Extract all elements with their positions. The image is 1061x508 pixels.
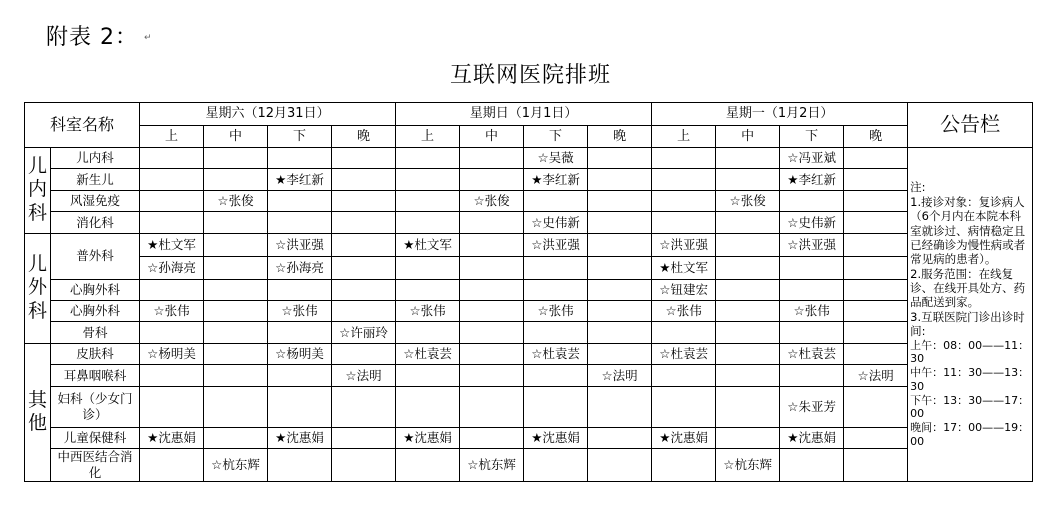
- department-group: 儿 外 科: [25, 233, 51, 343]
- schedule-cell: [524, 365, 588, 386]
- schedule-cell: [332, 212, 396, 233]
- schedule-cell: [460, 343, 524, 364]
- notice-time: 下午：13：30——17：00: [910, 393, 1030, 421]
- notice-item: 注:: [910, 180, 926, 195]
- department-name: 儿内科: [51, 147, 140, 168]
- schedule-cell: ★李红新: [524, 169, 588, 190]
- schedule-cell: ★杜文军: [140, 233, 204, 256]
- slot-header: 下: [268, 126, 332, 147]
- schedule-cell: ★沈惠娟: [652, 427, 716, 448]
- department-name: 心胸外科: [51, 301, 140, 322]
- schedule-cell: [588, 343, 652, 364]
- schedule-cell: [268, 147, 332, 168]
- schedule-cell: [396, 190, 460, 211]
- schedule-cell: [652, 386, 716, 427]
- schedule-cell: [204, 233, 268, 256]
- department-name: 中西医结合消化: [51, 449, 140, 482]
- schedule-cell: [716, 343, 780, 364]
- department-group: 儿 内 科: [25, 147, 51, 233]
- bulletin-board: [908, 147, 1033, 481]
- department-group: 其 他: [25, 343, 51, 481]
- schedule-cell: [716, 301, 780, 322]
- schedule-cell: [524, 190, 588, 211]
- schedule-cell: ☆朱亚芳: [780, 386, 844, 427]
- schedule-cell: ☆孙海亮: [140, 257, 204, 279]
- schedule-cell: [396, 257, 460, 279]
- schedule-cell: ☆杜袁芸: [524, 343, 588, 364]
- schedule-cell: [844, 427, 908, 448]
- day-header: 星期一（1月2日）: [652, 103, 908, 126]
- schedule-cell: [204, 279, 268, 300]
- slot-header: 中: [716, 126, 780, 147]
- schedule-cell: [204, 212, 268, 233]
- schedule-cell: [140, 386, 204, 427]
- schedule-cell: ★李红新: [268, 169, 332, 190]
- table-row: [25, 301, 1033, 322]
- bulletin-header: 公告栏: [908, 103, 1033, 148]
- slot-header: 晚: [588, 126, 652, 147]
- table-row: [25, 322, 1033, 343]
- schedule-cell: ☆杜袁芸: [652, 343, 716, 364]
- notice-time: 上午：08：00——11：30: [910, 338, 1030, 366]
- schedule-cell: ☆张伟: [524, 301, 588, 322]
- slot-header: 晚: [332, 126, 396, 147]
- schedule-cell: [268, 449, 332, 482]
- schedule-cell: [396, 147, 460, 168]
- schedule-cell: [332, 427, 396, 448]
- schedule-cell: [588, 233, 652, 256]
- schedule-cell: [844, 343, 908, 364]
- schedule-cell: [524, 386, 588, 427]
- schedule-cell: [332, 257, 396, 279]
- schedule-cell: [844, 257, 908, 279]
- schedule-cell: [588, 322, 652, 343]
- paragraph-mark-icon: ↵: [144, 33, 153, 43]
- schedule-cell: ☆钮建宏: [652, 279, 716, 300]
- schedule-cell: [268, 365, 332, 386]
- schedule-cell: [652, 147, 716, 168]
- schedule-cell: [588, 190, 652, 211]
- schedule-cell: [716, 386, 780, 427]
- schedule-cell: [588, 449, 652, 482]
- schedule-cell: ☆冯亚斌: [780, 147, 844, 168]
- schedule-cell: [780, 257, 844, 279]
- department-name: 骨科: [51, 322, 140, 343]
- schedule-cell: ☆许丽玲: [332, 322, 396, 343]
- schedule-cell: [716, 365, 780, 386]
- schedule-cell: [204, 343, 268, 364]
- schedule-cell: ☆洪亚强: [652, 233, 716, 256]
- slot-header: 中: [204, 126, 268, 147]
- department-name: 风湿免疫: [51, 190, 140, 211]
- schedule-cell: [140, 322, 204, 343]
- schedule-cell: ☆张伟: [780, 301, 844, 322]
- schedule-cell: [716, 322, 780, 343]
- schedule-cell: [332, 386, 396, 427]
- schedule-cell: [716, 279, 780, 300]
- header-row-days: [25, 103, 1033, 126]
- schedule-cell: [204, 147, 268, 168]
- schedule-cell: [396, 365, 460, 386]
- schedule-cell: [652, 212, 716, 233]
- schedule-cell: [716, 233, 780, 256]
- schedule-cell: [652, 190, 716, 211]
- schedule-cell: [332, 449, 396, 482]
- schedule-cell: [460, 169, 524, 190]
- schedule-cell: [844, 169, 908, 190]
- schedule-cell: [332, 279, 396, 300]
- schedule-cell: [396, 386, 460, 427]
- schedule-cell: [524, 322, 588, 343]
- schedule-cell: ☆法明: [844, 365, 908, 386]
- schedule-cell: [396, 449, 460, 482]
- schedule-cell: [844, 212, 908, 233]
- schedule-cell: [332, 233, 396, 256]
- schedule-cell: [204, 301, 268, 322]
- schedule-cell: [588, 301, 652, 322]
- table-row: [25, 233, 1033, 256]
- schedule-cell: [332, 301, 396, 322]
- schedule-cell: ☆杜袁芸: [780, 343, 844, 364]
- schedule-cell: ☆张伟: [652, 301, 716, 322]
- schedule-title: 互联网医院排班: [449, 63, 611, 88]
- schedule-cell: [140, 147, 204, 168]
- schedule-cell: ☆史伟新: [524, 212, 588, 233]
- schedule-cell: [524, 279, 588, 300]
- schedule-cell: [204, 169, 268, 190]
- schedule-cell: [716, 147, 780, 168]
- schedule-cell: [204, 322, 268, 343]
- schedule-cell: ★沈惠娟: [268, 427, 332, 448]
- schedule-cell: [588, 212, 652, 233]
- department-name: 儿童保健科: [51, 427, 140, 448]
- department-name: 皮肤科: [51, 343, 140, 364]
- schedule-cell: [204, 386, 268, 427]
- schedule-cell: [268, 279, 332, 300]
- schedule-cell: ☆杨明美: [140, 343, 204, 364]
- schedule-cell: ☆法明: [332, 365, 396, 386]
- schedule-cell: [140, 169, 204, 190]
- schedule-cell: ☆杨明美: [268, 343, 332, 364]
- schedule-cell: [140, 212, 204, 233]
- table-row: [25, 365, 1033, 386]
- schedule-cell: ☆吴薇: [524, 147, 588, 168]
- schedule-cell: [652, 169, 716, 190]
- table-row: [25, 343, 1033, 364]
- schedule-cell: [396, 169, 460, 190]
- slot-header: 上: [140, 126, 204, 147]
- schedule-cell: [588, 279, 652, 300]
- schedule-cell: [716, 212, 780, 233]
- header-row-slots: [25, 126, 1033, 147]
- notice-time: 中午：11：30——13：30: [910, 366, 1030, 393]
- notice-item: 2.服务范围：在线复诊、在线开具处方、药品配送到家。: [910, 266, 1026, 310]
- table-row: [25, 279, 1033, 300]
- department-name: 耳鼻咽喉科: [51, 365, 140, 386]
- schedule-cell: ☆张俊: [716, 190, 780, 211]
- schedule-cell: [268, 190, 332, 211]
- schedule-cell: [204, 427, 268, 448]
- slot-header: 上: [652, 126, 716, 147]
- schedule-cell: [844, 301, 908, 322]
- schedule-cell: [716, 427, 780, 448]
- schedule-cell: [780, 322, 844, 343]
- schedule-cell: [844, 147, 908, 168]
- schedule-cell: [524, 257, 588, 279]
- schedule-cell: [460, 257, 524, 279]
- notice-item: 3.互联医院门诊出诊时间:: [910, 309, 1025, 339]
- slot-header: 上: [396, 126, 460, 147]
- table-row: [25, 212, 1033, 233]
- schedule-cell: [204, 365, 268, 386]
- schedule-cell: ☆张伟: [140, 301, 204, 322]
- schedule-cell: [332, 169, 396, 190]
- schedule-cell: [204, 257, 268, 279]
- schedule-cell: [844, 386, 908, 427]
- schedule-cell: [268, 322, 332, 343]
- schedule-cell: [588, 257, 652, 279]
- schedule-cell: ☆孙海亮: [268, 257, 332, 279]
- schedule-cell: ☆史伟新: [780, 212, 844, 233]
- schedule-cell: [780, 365, 844, 386]
- schedule-cell: ☆杭东辉: [460, 449, 524, 482]
- schedule-cell: [844, 322, 908, 343]
- schedule-cell: ★沈惠娟: [524, 427, 588, 448]
- table-row: [25, 190, 1033, 211]
- schedule-cell: [844, 190, 908, 211]
- appendix-label: [46, 20, 153, 51]
- schedule-cell: ☆洪亚强: [780, 233, 844, 256]
- table-row: [25, 449, 1033, 482]
- slot-header: 晚: [844, 126, 908, 147]
- department-name: 消化科: [51, 212, 140, 233]
- schedule-cell: [460, 279, 524, 300]
- schedule-cell: ★沈惠娟: [780, 427, 844, 448]
- schedule-cell: ★李红新: [780, 169, 844, 190]
- dept-name-header: 科室名称: [25, 103, 140, 148]
- schedule-cell: [844, 449, 908, 482]
- schedule-cell: ★沈惠娟: [140, 427, 204, 448]
- schedule-cell: [460, 212, 524, 233]
- schedule-cell: [332, 343, 396, 364]
- schedule-cell: [844, 233, 908, 256]
- schedule-cell: [460, 386, 524, 427]
- schedule-cell: ☆洪亚强: [524, 233, 588, 256]
- schedule-cell: ★杜文军: [652, 257, 716, 279]
- schedule-cell: [268, 386, 332, 427]
- schedule-cell: [780, 279, 844, 300]
- schedule-cell: [716, 257, 780, 279]
- schedule-cell: [396, 279, 460, 300]
- notice-item: 1.接诊对象：复诊病人（6个月内在本院本科室就诊过、病情稳定且已经确诊为慢性病或者常见病的患者）。: [910, 194, 1026, 267]
- schedule-cell: ★杜文军: [396, 233, 460, 256]
- schedule-cell: ☆法明: [588, 365, 652, 386]
- department-name: 普外科: [51, 233, 140, 279]
- schedule-cell: [140, 449, 204, 482]
- schedule-cell: [460, 301, 524, 322]
- department-name: 新生儿: [51, 169, 140, 190]
- slot-header: 中: [460, 126, 524, 147]
- schedule-cell: [652, 449, 716, 482]
- schedule-cell: [268, 212, 332, 233]
- slot-header: 下: [780, 126, 844, 147]
- table-row: [25, 169, 1033, 190]
- schedule-cell: [396, 322, 460, 343]
- schedule-cell: [396, 212, 460, 233]
- table-row: [25, 386, 1033, 427]
- schedule-cell: [652, 322, 716, 343]
- schedule-cell: [844, 279, 908, 300]
- schedule-cell: [588, 169, 652, 190]
- notice-time: 晚间：17：00——19：00: [910, 421, 1030, 448]
- schedule-cell: [780, 449, 844, 482]
- schedule-cell: [780, 190, 844, 211]
- schedule-cell: [588, 427, 652, 448]
- schedule-cell: [140, 190, 204, 211]
- schedule-cell: [460, 427, 524, 448]
- day-header: 星期日（1月1日）: [396, 103, 652, 126]
- table-row: [25, 427, 1033, 448]
- schedule-cell: ☆杭东辉: [204, 449, 268, 482]
- schedule-cell: [332, 190, 396, 211]
- schedule-cell: ☆张伟: [396, 301, 460, 322]
- schedule-cell: ☆杜袁芸: [396, 343, 460, 364]
- schedule-cell: [716, 169, 780, 190]
- schedule-cell: [460, 147, 524, 168]
- schedule-cell: [332, 147, 396, 168]
- department-name: 心胸外科: [51, 279, 140, 300]
- department-name: 妇科（少女门诊）: [51, 386, 140, 427]
- schedule-cell: ☆张伟: [268, 301, 332, 322]
- schedule-cell: [460, 233, 524, 256]
- schedule-cell: ☆洪亚强: [268, 233, 332, 256]
- schedule-cell: [652, 365, 716, 386]
- schedule-cell: [140, 365, 204, 386]
- slot-header: 下: [524, 126, 588, 147]
- schedule-cell: ☆杭东辉: [716, 449, 780, 482]
- schedule-cell: ☆张俊: [460, 190, 524, 211]
- schedule-cell: [588, 386, 652, 427]
- schedule-cell: [524, 449, 588, 482]
- appendix-text: 附表 2：: [46, 25, 138, 50]
- day-header: 星期六（12月31日）: [140, 103, 396, 126]
- schedule-cell: ☆张俊: [204, 190, 268, 211]
- table-row: [25, 147, 1033, 168]
- schedule-cell: [588, 147, 652, 168]
- schedule-cell: [460, 365, 524, 386]
- schedule-cell: [460, 322, 524, 343]
- schedule-cell: ★沈惠娟: [396, 427, 460, 448]
- schedule-cell: [140, 279, 204, 300]
- schedule-table: [24, 102, 1033, 482]
- table-row: [25, 257, 1033, 279]
